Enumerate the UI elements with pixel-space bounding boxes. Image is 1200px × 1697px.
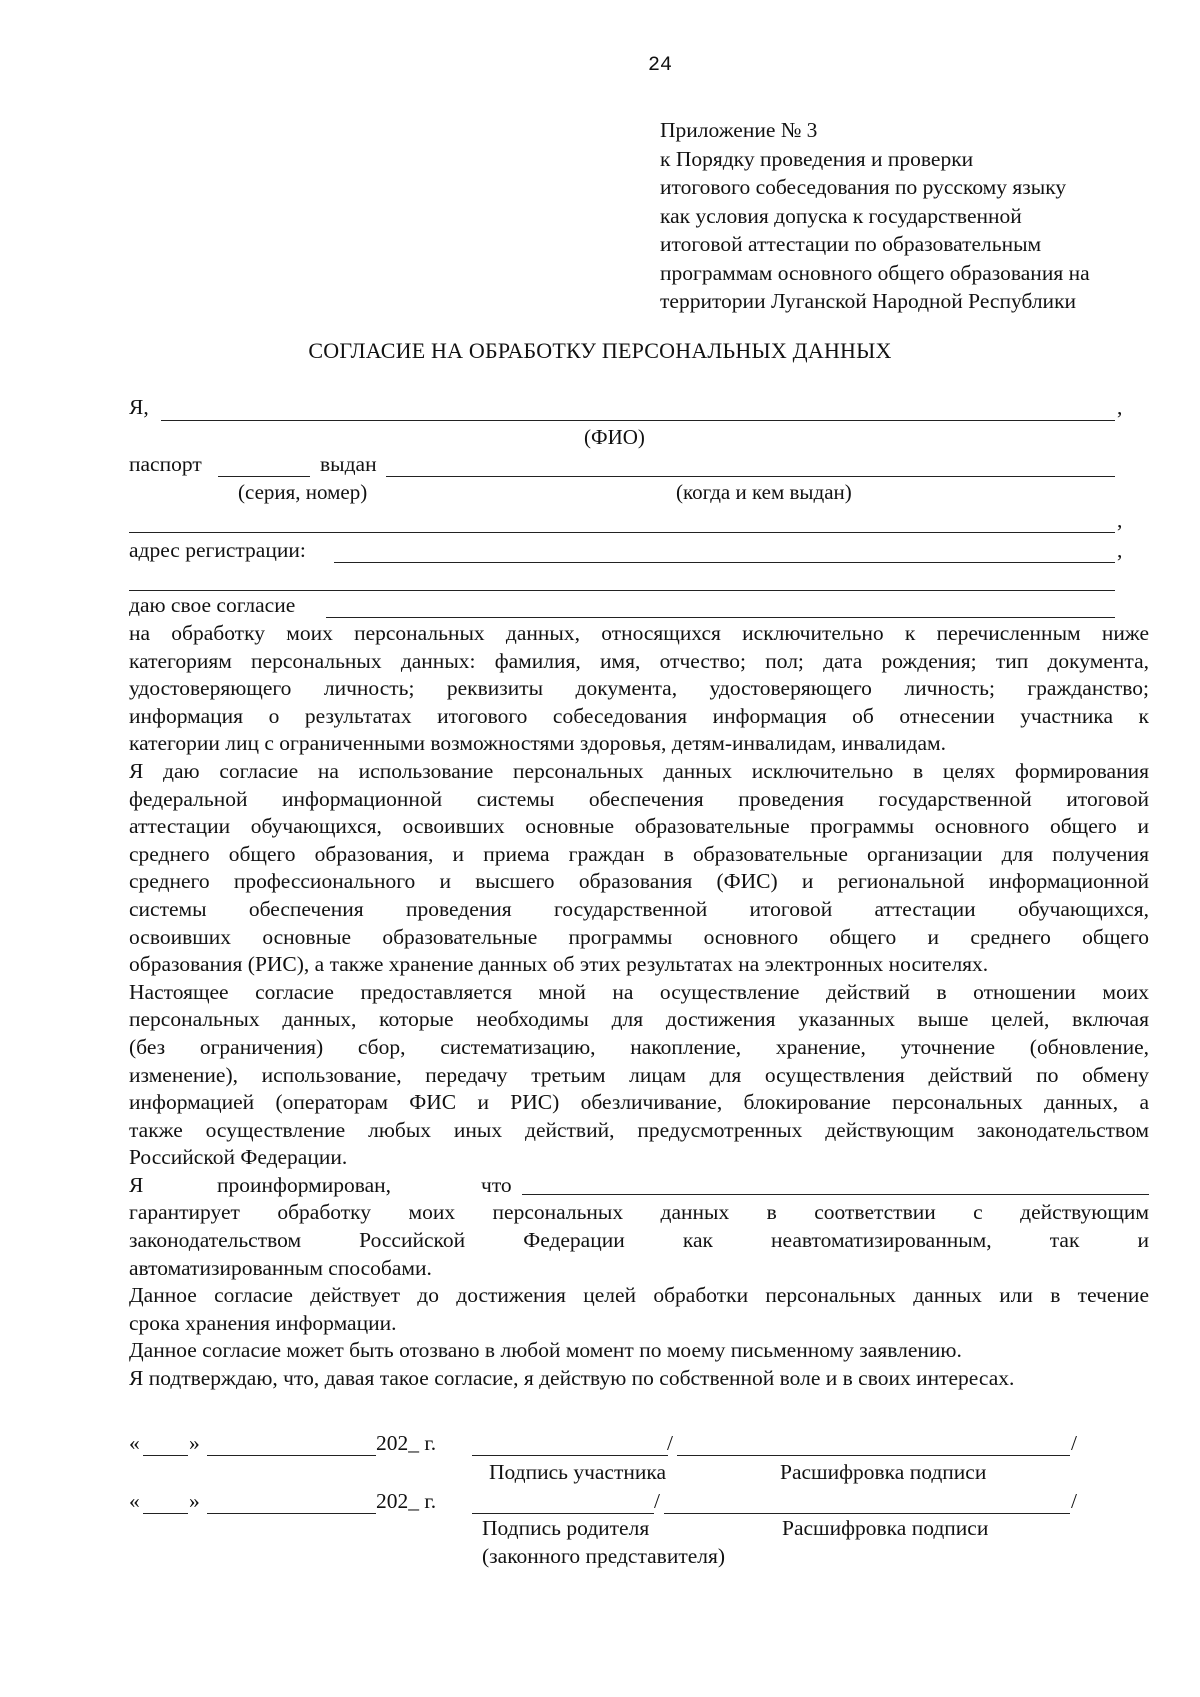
- issued-label: выдан: [320, 452, 377, 476]
- slash: /: [667, 1431, 673, 1455]
- organization-field[interactable]: [522, 1194, 1149, 1195]
- parent-sign-caption-2: (законного представителя): [482, 1544, 726, 1568]
- appendix-line: Приложение № 3: [660, 118, 818, 142]
- decoding-caption: Расшифровка подписи: [782, 1516, 989, 1540]
- paragraph-line: срока хранения информации.: [129, 1310, 397, 1335]
- appendix-line: итогового собеседования по русскому языку: [660, 175, 1067, 199]
- slash: /: [654, 1489, 660, 1513]
- paragraph-line: категории лиц с ограниченными возможностями здоровья, детям-инвалидам, инвалидам.: [129, 731, 946, 756]
- passport-issued-field[interactable]: [386, 476, 1115, 477]
- appendix-line: территории Луганской Народной Республики: [660, 289, 1077, 313]
- paragraph-line: федеральной информационной системы обеспечения проведения государственной итоговой: [129, 786, 1149, 811]
- appendix-line: программам основного общего образования на: [660, 260, 1090, 285]
- participant-decoding-field[interactable]: [677, 1455, 1070, 1456]
- when-caption: (когда и кем выдан): [676, 480, 852, 504]
- series-caption: (серия, номер): [238, 480, 368, 504]
- paragraph-line: законодательством Российской Федерации как неавтоматизированным, так и: [129, 1228, 1149, 1253]
- paragraph-line: аттестации обучающихся, освоивших основные образовательные программы основного общего и: [129, 814, 1149, 839]
- informed-that: что: [481, 1172, 512, 1197]
- informed-word: проинформирован,: [217, 1172, 392, 1197]
- participant-signature-field[interactable]: [472, 1455, 668, 1456]
- appendix-header: [660, 116, 1090, 316]
- consent-recipient-field[interactable]: [326, 617, 1115, 618]
- participant-sign-caption: Подпись участника: [489, 1460, 667, 1484]
- comma: ,: [1117, 508, 1123, 532]
- paragraph-line: среднего общего образования, и приема граждан в образовательные организации для получения: [129, 841, 1149, 866]
- paragraph-line: гарантирует обработку моих персональных данных в соответствии с действующим: [129, 1200, 1149, 1225]
- comma: ,: [1117, 538, 1123, 562]
- open-quote: «: [129, 1489, 140, 1513]
- slash: /: [1071, 1489, 1077, 1513]
- year-label: 202_ г.: [376, 1431, 437, 1455]
- paragraph-line: информация о результатах итогового собеседования информация об отнесении участника к: [129, 703, 1149, 728]
- slash: /: [1071, 1431, 1077, 1455]
- address-field-continued[interactable]: [129, 590, 1115, 591]
- parent-decoding-field[interactable]: [664, 1513, 1070, 1514]
- appendix-line: как условия допуска к государственной: [660, 203, 1022, 228]
- parent-sign-caption: Подпись родителя: [482, 1516, 650, 1540]
- month-field[interactable]: [207, 1513, 376, 1514]
- paragraph-line: категориям персональных данных: фамилия, имя, отчество; пол; дата рождения; тип документа,: [129, 648, 1149, 673]
- close-quote: »: [189, 1431, 200, 1455]
- consent-body: [129, 620, 1149, 1393]
- fio-caption: (ФИО): [584, 425, 645, 449]
- open-quote: «: [129, 1431, 140, 1455]
- paragraph-line: Настоящее согласие предоставляется мной на осуществление действий в отношении моих: [129, 979, 1149, 1004]
- parent-signature-field[interactable]: [472, 1513, 654, 1514]
- paragraph-line: Я подтверждаю, что, давая такое согласие, я действую по собственной воле и в своих интересах.: [129, 1366, 1015, 1391]
- paragraph-line: (без ограничения) сбор, систематизацию, накопление, хранение, уточнение (обновление,: [129, 1034, 1149, 1059]
- consent-label: даю свое согласие: [129, 593, 296, 617]
- passport-label: паспорт: [129, 452, 202, 476]
- paragraph-line: Я даю согласие на использование персональных данных исключительно в целях формирования: [129, 758, 1149, 783]
- address-label: адрес регистрации:: [129, 538, 306, 562]
- passport-number-field[interactable]: [218, 476, 310, 477]
- close-quote: »: [189, 1489, 200, 1513]
- page-number: 24: [648, 54, 673, 77]
- paragraph-line: Данное согласие действует до достижения целей обработки персональных данных или в течение: [129, 1283, 1149, 1308]
- paragraph-line: Данное согласие может быть отозвано в любой момент по моему письменному заявлению.: [129, 1338, 962, 1363]
- informed-ya: Я: [129, 1172, 144, 1197]
- decoding-caption: Расшифровка подписи: [780, 1460, 987, 1484]
- paragraph-line: среднего профессионального и высшего образования (ФИС) и региональной информационной: [129, 869, 1149, 894]
- paragraph-line: системы обеспечения проведения государственной итоговой аттестации обучающихся,: [129, 896, 1149, 921]
- day-field[interactable]: [143, 1513, 188, 1514]
- paragraph-line: персональных данных, которые необходимы для достижения указанных выше целей, включая: [129, 1007, 1149, 1032]
- passport-issued-field-continued[interactable]: [129, 532, 1115, 533]
- paragraph-line: изменение), использование, передачу третьим лицам для осуществления действий по обмену: [129, 1062, 1149, 1087]
- paragraph-line: информацией (операторам ФИС и РИС) обезличивание, блокирование персональных данных, а: [129, 1090, 1149, 1115]
- paragraph-line: Российской Федерации.: [129, 1145, 348, 1170]
- paragraph-line: автоматизированным способами.: [129, 1255, 432, 1280]
- paragraph-line: освоивших основные образовательные программы основного общего и среднего общего: [129, 924, 1149, 949]
- paragraph-line: образования (РИС), а также хранение данных об этих результатах на электронных носителях.: [129, 952, 989, 977]
- document-title: СОГЛАСИЕ НА ОБРАБОТКУ ПЕРСОНАЛЬНЫХ ДАННЫХ: [308, 338, 892, 363]
- year-label: 202_ г.: [376, 1489, 437, 1513]
- paragraph-line: удостоверяющего личность; реквизиты документа, удостоверяющего личность; гражданство;: [129, 676, 1149, 701]
- month-field[interactable]: [207, 1455, 376, 1456]
- appendix-line: к Порядку проведения и проверки: [660, 146, 974, 171]
- paragraph-line: на обработку моих персональных данных, относящихся исключительно к перечисленным ниже: [129, 621, 1149, 645]
- day-field[interactable]: [143, 1455, 188, 1456]
- comma: ,: [1117, 395, 1123, 419]
- fio-field[interactable]: [161, 420, 1115, 421]
- paragraph-line: также осуществление любых иных действий, предусмотренных действующим законодательством: [129, 1117, 1149, 1142]
- address-field[interactable]: [334, 562, 1115, 563]
- ya-label: Я,: [129, 395, 149, 419]
- appendix-line: итоговой аттестации по образовательным: [660, 232, 1042, 256]
- informed-line: [129, 1172, 1149, 1200]
